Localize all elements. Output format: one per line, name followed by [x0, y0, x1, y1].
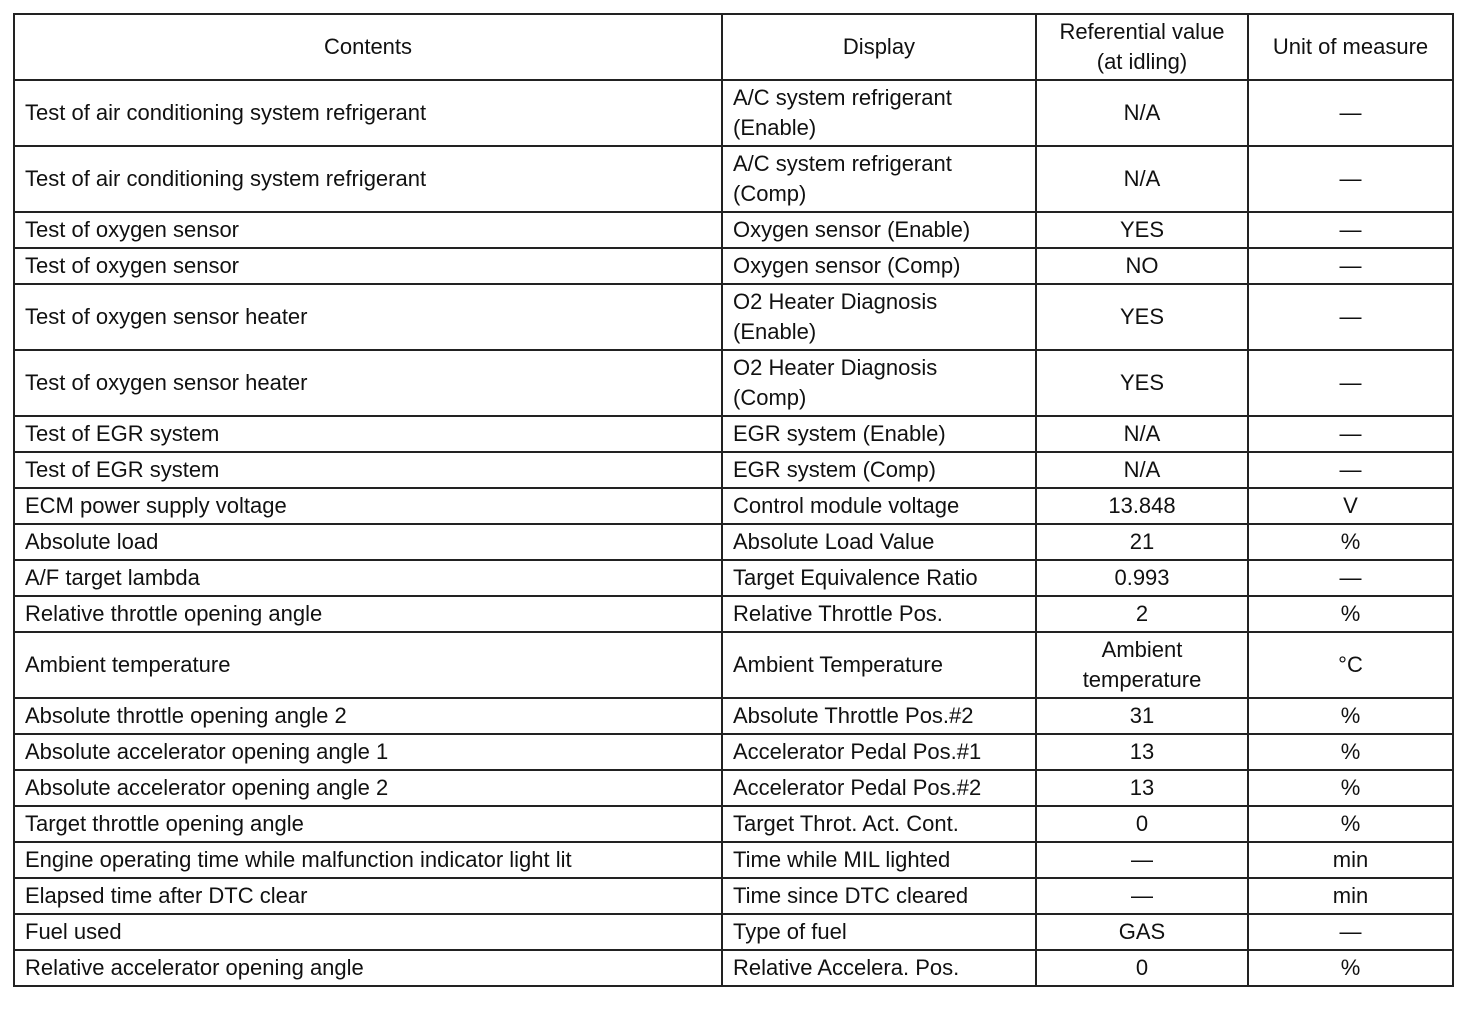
- cell-contents-text: Test of EGR system: [25, 457, 220, 482]
- cell-referential-value: [1036, 146, 1248, 212]
- cell-referential-value-text: 0: [1135, 955, 1149, 980]
- cell-unit-text: —: [1339, 421, 1362, 446]
- table-row: [14, 560, 1453, 596]
- cell-referential-value: [1036, 632, 1248, 698]
- cell-unit-text: %: [1340, 703, 1361, 728]
- cell-display-text: Oxygen sensor (Comp): [733, 253, 961, 278]
- cell-contents: [14, 350, 722, 416]
- cell-display: [722, 734, 1036, 770]
- cell-referential-value-text: N/A: [1123, 421, 1161, 446]
- cell-display-text: Accelerator Pedal Pos.#2: [733, 775, 982, 800]
- cell-referential-value-text: N/A: [1123, 100, 1161, 125]
- cell-display-text: Relative Accelera. Pos.: [733, 955, 960, 980]
- cell-referential-value-text: 31: [1129, 703, 1155, 728]
- cell-unit: [1248, 452, 1453, 488]
- header-contents-label: Contents: [323, 34, 413, 59]
- cell-unit: [1248, 950, 1453, 986]
- cell-unit-text: %: [1340, 955, 1361, 980]
- table-row: [14, 914, 1453, 950]
- cell-contents: [14, 524, 722, 560]
- cell-contents: [14, 248, 722, 284]
- cell-referential-value: [1036, 596, 1248, 632]
- cell-referential-value-text: 2: [1135, 601, 1149, 626]
- cell-unit: [1248, 734, 1453, 770]
- cell-display-text: A/C system refrigerant (Enable): [733, 85, 952, 140]
- cell-unit: [1248, 80, 1453, 146]
- cell-unit-text: %: [1340, 775, 1361, 800]
- cell-contents-text: Test of EGR system: [25, 421, 220, 446]
- cell-unit-text: %: [1340, 529, 1361, 554]
- cell-unit: [1248, 914, 1453, 950]
- table-row: [14, 698, 1453, 734]
- table-row: [14, 248, 1453, 284]
- cell-display: [722, 452, 1036, 488]
- cell-unit: [1248, 698, 1453, 734]
- cell-contents: [14, 212, 722, 248]
- cell-referential-value: [1036, 416, 1248, 452]
- cell-unit: [1248, 632, 1453, 698]
- cell-unit: [1248, 488, 1453, 524]
- cell-referential-value-text: N/A: [1123, 457, 1161, 482]
- table-row: [14, 632, 1453, 698]
- cell-referential-value: [1036, 770, 1248, 806]
- cell-contents-text: Test of air conditioning system refrigerant: [25, 100, 427, 125]
- cell-display-text: Target Equivalence Ratio: [733, 565, 978, 590]
- cell-contents-text: Fuel used: [25, 919, 122, 944]
- cell-display: [722, 248, 1036, 284]
- cell-contents-text: Absolute accelerator opening angle 1: [25, 739, 389, 764]
- cell-unit: [1248, 284, 1453, 350]
- cell-referential-value-text: YES: [1119, 217, 1165, 242]
- table-row: [14, 770, 1453, 806]
- cell-display-text: Accelerator Pedal Pos.#1: [733, 739, 982, 764]
- cell-referential-value: [1036, 524, 1248, 560]
- cell-referential-value-text: Ambient temperature: [1082, 637, 1202, 692]
- cell-contents: [14, 146, 722, 212]
- cell-display: [722, 842, 1036, 878]
- cell-display: [722, 698, 1036, 734]
- cell-referential-value: [1036, 350, 1248, 416]
- cell-unit-text: —: [1339, 304, 1362, 329]
- cell-referential-value-text: 13.848: [1108, 493, 1176, 518]
- cell-display: [722, 416, 1036, 452]
- table-row: [14, 596, 1453, 632]
- cell-contents-text: Ambient temperature: [25, 652, 231, 677]
- cell-display-text: O2 Heater Diagnosis (Enable): [733, 289, 938, 344]
- cell-referential-value: [1036, 806, 1248, 842]
- cell-display: [722, 632, 1036, 698]
- cell-display-text: Time while MIL lighted: [733, 847, 951, 872]
- cell-display: [722, 770, 1036, 806]
- cell-display: [722, 524, 1036, 560]
- cell-unit: [1248, 878, 1453, 914]
- cell-display: [722, 914, 1036, 950]
- cell-referential-value: [1036, 842, 1248, 878]
- cell-display-text: Absolute Throttle Pos.#2: [733, 703, 974, 728]
- table-row: [14, 350, 1453, 416]
- cell-unit-text: °C: [1338, 652, 1363, 677]
- cell-contents-text: Absolute throttle opening angle 2: [25, 703, 347, 728]
- table-row: [14, 80, 1453, 146]
- cell-unit-text: min: [1332, 847, 1369, 872]
- table-row: [14, 284, 1453, 350]
- cell-referential-value: [1036, 950, 1248, 986]
- cell-contents: [14, 560, 722, 596]
- data-table: [13, 13, 1454, 987]
- cell-referential-value-text: 21: [1129, 529, 1155, 554]
- header-contents: [14, 14, 722, 80]
- cell-referential-value-text: YES: [1119, 370, 1165, 395]
- cell-unit-text: —: [1339, 919, 1362, 944]
- cell-unit: [1248, 842, 1453, 878]
- cell-referential-value-text: 13: [1129, 739, 1155, 764]
- cell-referential-value-text: 13: [1129, 775, 1155, 800]
- cell-unit: [1248, 416, 1453, 452]
- cell-referential-value: [1036, 488, 1248, 524]
- table-row: [14, 524, 1453, 560]
- cell-referential-value: [1036, 698, 1248, 734]
- cell-contents-text: Engine operating time while malfunction indicator light lit: [25, 847, 572, 872]
- cell-contents: [14, 452, 722, 488]
- table-row: [14, 488, 1453, 524]
- cell-display: [722, 488, 1036, 524]
- cell-unit-text: —: [1339, 166, 1362, 191]
- header-unit-of-measure: [1248, 14, 1453, 80]
- cell-contents-text: Relative accelerator opening angle: [25, 955, 364, 980]
- cell-display: [722, 146, 1036, 212]
- cell-contents-text: Test of oxygen sensor: [25, 253, 240, 278]
- cell-referential-value: [1036, 560, 1248, 596]
- cell-unit: [1248, 524, 1453, 560]
- cell-contents: [14, 596, 722, 632]
- header-referential-value: [1036, 14, 1248, 80]
- cell-display-text: Control module voltage: [733, 493, 960, 518]
- cell-unit-text: %: [1340, 811, 1361, 836]
- cell-unit-text: —: [1339, 253, 1362, 278]
- cell-display-text: Target Throt. Act. Cont.: [733, 811, 959, 836]
- cell-contents-text: A/F target lambda: [25, 565, 200, 590]
- cell-display-text: EGR system (Enable): [733, 421, 946, 446]
- cell-display: [722, 596, 1036, 632]
- cell-referential-value-text: GAS: [1118, 919, 1166, 944]
- cell-display: [722, 878, 1036, 914]
- cell-contents: [14, 80, 722, 146]
- header-display: [722, 14, 1036, 80]
- cell-display-text: Oxygen sensor (Enable): [733, 217, 971, 242]
- cell-display-text: O2 Heater Diagnosis (Comp): [733, 355, 938, 410]
- cell-display: [722, 350, 1036, 416]
- header-referential-label: Referential value (at idling): [1059, 19, 1225, 74]
- header-display-label: Display: [842, 34, 916, 59]
- table-row: [14, 146, 1453, 212]
- table-row: [14, 734, 1453, 770]
- cell-contents-text: Absolute load: [25, 529, 159, 554]
- cell-contents-text: Absolute accelerator opening angle 2: [25, 775, 389, 800]
- cell-unit-text: min: [1332, 883, 1369, 908]
- cell-display-text: Ambient Temperature: [733, 652, 943, 677]
- cell-contents: [14, 698, 722, 734]
- cell-display-text: A/C system refrigerant (Comp): [733, 151, 952, 206]
- cell-contents: [14, 416, 722, 452]
- cell-unit-text: —: [1339, 370, 1362, 395]
- cell-contents-text: Elapsed time after DTC clear: [25, 883, 308, 908]
- cell-unit-text: V: [1343, 493, 1358, 518]
- cell-unit: [1248, 146, 1453, 212]
- cell-unit-text: —: [1339, 565, 1362, 590]
- cell-unit: [1248, 806, 1453, 842]
- table-row: [14, 950, 1453, 986]
- cell-referential-value-text: —: [1131, 883, 1153, 908]
- cell-referential-value: [1036, 914, 1248, 950]
- cell-contents: [14, 284, 722, 350]
- table-row: [14, 806, 1453, 842]
- cell-display-text: Type of fuel: [733, 919, 847, 944]
- table-row: [14, 842, 1453, 878]
- cell-referential-value-text: 0.993: [1114, 565, 1170, 590]
- cell-unit-text: —: [1339, 457, 1362, 482]
- cell-referential-value-text: NO: [1125, 253, 1159, 278]
- table-header: [14, 14, 1453, 80]
- cell-unit: [1248, 248, 1453, 284]
- cell-display-text: Absolute Load Value: [733, 529, 935, 554]
- cell-contents: [14, 632, 722, 698]
- cell-contents: [14, 770, 722, 806]
- cell-referential-value: [1036, 284, 1248, 350]
- cell-display: [722, 806, 1036, 842]
- cell-referential-value-text: 0: [1135, 811, 1149, 836]
- cell-unit: [1248, 596, 1453, 632]
- cell-unit: [1248, 212, 1453, 248]
- cell-referential-value-text: —: [1131, 847, 1153, 872]
- cell-referential-value: [1036, 734, 1248, 770]
- cell-contents: [14, 734, 722, 770]
- cell-referential-value-text: YES: [1119, 304, 1165, 329]
- table-row: [14, 212, 1453, 248]
- table-row: [14, 416, 1453, 452]
- cell-unit: [1248, 770, 1453, 806]
- cell-contents-text: Test of air conditioning system refrigerant: [25, 166, 427, 191]
- cell-unit-text: —: [1339, 100, 1362, 125]
- cell-display: [722, 950, 1036, 986]
- cell-contents: [14, 488, 722, 524]
- cell-unit-text: —: [1339, 217, 1362, 242]
- cell-display: [722, 80, 1036, 146]
- cell-unit: [1248, 350, 1453, 416]
- cell-unit-text: %: [1340, 739, 1361, 764]
- cell-contents: [14, 914, 722, 950]
- table-body: [14, 80, 1453, 986]
- cell-unit-text: %: [1340, 601, 1361, 626]
- cell-contents-text: Target throttle opening angle: [25, 811, 304, 836]
- cell-referential-value: [1036, 80, 1248, 146]
- cell-display: [722, 212, 1036, 248]
- cell-display: [722, 560, 1036, 596]
- cell-display-text: Relative Throttle Pos.: [733, 601, 943, 626]
- cell-referential-value: [1036, 212, 1248, 248]
- cell-contents-text: Relative throttle opening angle: [25, 601, 323, 626]
- cell-contents: [14, 950, 722, 986]
- cell-unit: [1248, 560, 1453, 596]
- table-row: [14, 878, 1453, 914]
- cell-contents-text: Test of oxygen sensor heater: [25, 370, 308, 395]
- cell-contents: [14, 842, 722, 878]
- cell-referential-value: [1036, 878, 1248, 914]
- cell-display-text: Time since DTC cleared: [733, 883, 969, 908]
- cell-referential-value: [1036, 248, 1248, 284]
- table-row: [14, 452, 1453, 488]
- cell-referential-value-text: N/A: [1123, 166, 1161, 191]
- header-row: [14, 14, 1453, 80]
- cell-contents-text: Test of oxygen sensor: [25, 217, 240, 242]
- cell-contents-text: Test of oxygen sensor heater: [25, 304, 308, 329]
- cell-display: [722, 284, 1036, 350]
- header-unit-label: Unit of measure: [1272, 34, 1429, 59]
- cell-contents: [14, 878, 722, 914]
- cell-display-text: EGR system (Comp): [733, 457, 936, 482]
- cell-contents: [14, 806, 722, 842]
- cell-contents-text: ECM power supply voltage: [25, 493, 287, 518]
- cell-referential-value: [1036, 452, 1248, 488]
